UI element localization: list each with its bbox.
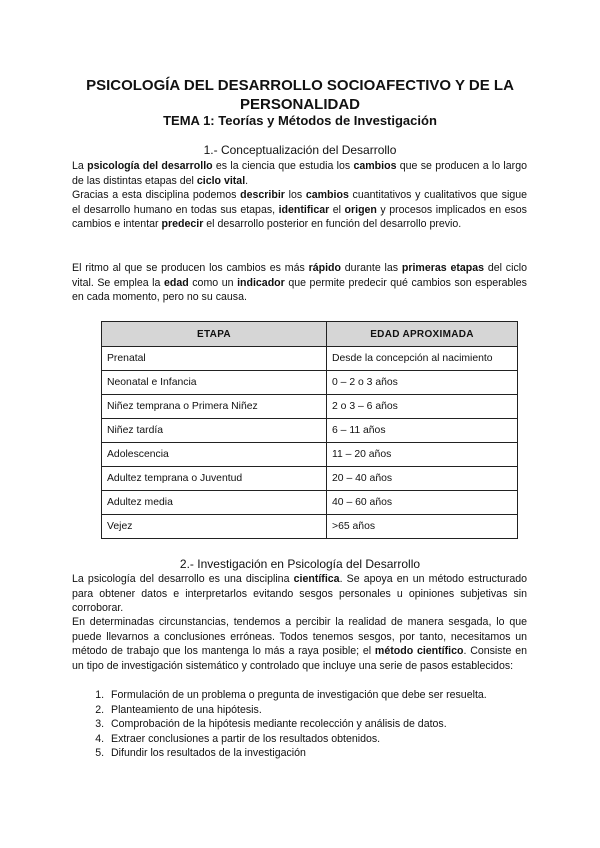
stage-cell: Adultez media — [102, 491, 327, 515]
bold-term: método científico — [374, 645, 464, 657]
stage-cell: Adultez temprana o Juventud — [102, 467, 327, 491]
bold-term: edad — [163, 276, 189, 289]
list-item: 1. Formulación de un problema o pregunta de investigación que debe ser resuelta. — [107, 688, 562, 703]
table-row — [102, 443, 518, 467]
list-item: 4. Extraer conclusiones a partir de los resultados obtenidos. — [107, 732, 562, 747]
age-cell: >65 años — [327, 515, 518, 539]
bold-term: identificar — [278, 203, 330, 216]
stage-cell: Neonatal e Infancia — [102, 371, 327, 395]
age-cell: 20 – 40 años — [327, 467, 518, 491]
bold-term: origen — [344, 203, 377, 216]
bold-term: científica — [293, 573, 340, 585]
section-2-paragraph-1: La psicología del desarrollo es una disciplina científica. Se apoya en un método estructurado para obtener datos e interpretarlos evitando sesgos personales u opiniones subjetivas sin corroborar. — [72, 573, 528, 614]
method-steps-list — [72, 688, 562, 761]
bold-term: cambios — [353, 160, 397, 172]
list-item: 5. Difundir los resultados de la investigación — [107, 746, 562, 761]
list-item: 2. Planteamiento de una hipótesis. — [107, 703, 562, 718]
development-stages-table — [101, 321, 518, 539]
table-row — [102, 515, 518, 539]
section-1-paragraph-1: La psicología del desarrollo es la ciencia que estudia los cambios que se producen a lo largo de las distintas etapas del ciclo vital. — [72, 160, 527, 187]
age-cell: 2 o 3 – 6 años — [327, 395, 518, 419]
stage-cell: Niñez temprana o Primera Niñez — [102, 395, 327, 419]
document-title-line-2: PERSONALIDAD — [239, 96, 360, 113]
age-cell: 6 – 11 años — [327, 419, 518, 443]
table-row — [102, 467, 518, 491]
list-item: 3. Comprobación de la hipótesis mediante recolección y análisis de datos. — [107, 717, 562, 732]
age-cell: 0 – 2 o 3 años — [327, 371, 518, 395]
age-cell: 40 – 60 años — [327, 491, 518, 515]
age-cell: 11 – 20 años — [327, 443, 518, 467]
table-header-age: EDAD APROXIMADA — [327, 322, 518, 347]
bold-term: describir — [240, 189, 285, 201]
table-row — [102, 371, 518, 395]
table-header-stage: ETAPA — [102, 322, 327, 347]
bold-term: primeras etapas — [401, 262, 485, 274]
document-subtitle: TEMA 1: Teorías y Métodos de Investigación — [163, 113, 437, 128]
bold-term: indicador — [237, 276, 285, 289]
table-row — [102, 395, 518, 419]
bold-term: cambios — [305, 189, 349, 201]
section-1-paragraph-3: El ritmo al que se producen los cambios es más rápido durante las primeras etapas del ciclo vital. Se emplea la edad como un indicador que permite predecir qué cambios son esperables en cada momento, pero no su causa. — [72, 262, 527, 303]
table-row — [102, 347, 518, 371]
table-header-row — [102, 322, 518, 347]
bold-term: psicología del desarrollo — [87, 160, 213, 172]
stage-cell: Niñez tardía — [102, 419, 327, 443]
table-row — [102, 491, 518, 515]
bold-term: predecir — [161, 218, 204, 230]
stage-cell: Prenatal — [102, 347, 327, 371]
bold-term: rápido — [308, 262, 341, 274]
section-1-paragraph-2: Gracias a esta disciplina podemos describir los cambios cuantitativos y cualitativos que sigue el desarrollo humano en todas sus etapas, identificar el origen y procesos implicados en esos cambios e intentar predecir el desarrollo posterior en función del desarrollo previo. — [72, 189, 527, 230]
table-row — [102, 419, 518, 443]
section-2-heading: 2.- Investigación en Psicología del Desarrollo — [179, 557, 421, 571]
section-1-heading: 1.- Conceptualización del Desarrollo — [203, 143, 397, 157]
document-title-line-1: PSICOLOGÍA DEL DESARROLLO SOCIOAFECTIVO Y DE LA — [86, 77, 514, 94]
stage-cell: Vejez — [102, 515, 327, 539]
age-cell: Desde la concepción al nacimiento — [327, 347, 518, 371]
stage-cell: Adolescencia — [102, 443, 327, 467]
bold-term: ciclo vital — [196, 174, 246, 187]
section-2-paragraph-2: En determinadas circunstancias, tendemos a percibir la realidad de manera sesgada, lo que puede llevarnos a conclusiones erróneas. Todos tenemos sesgos, por tanto, necesitamos un método de trabajo que los mantenga lo más a raya posible; el método científico. Consiste en un tipo de investigación sistemático y controlado que incluye una serie de pasos establecidos: — [72, 616, 528, 672]
